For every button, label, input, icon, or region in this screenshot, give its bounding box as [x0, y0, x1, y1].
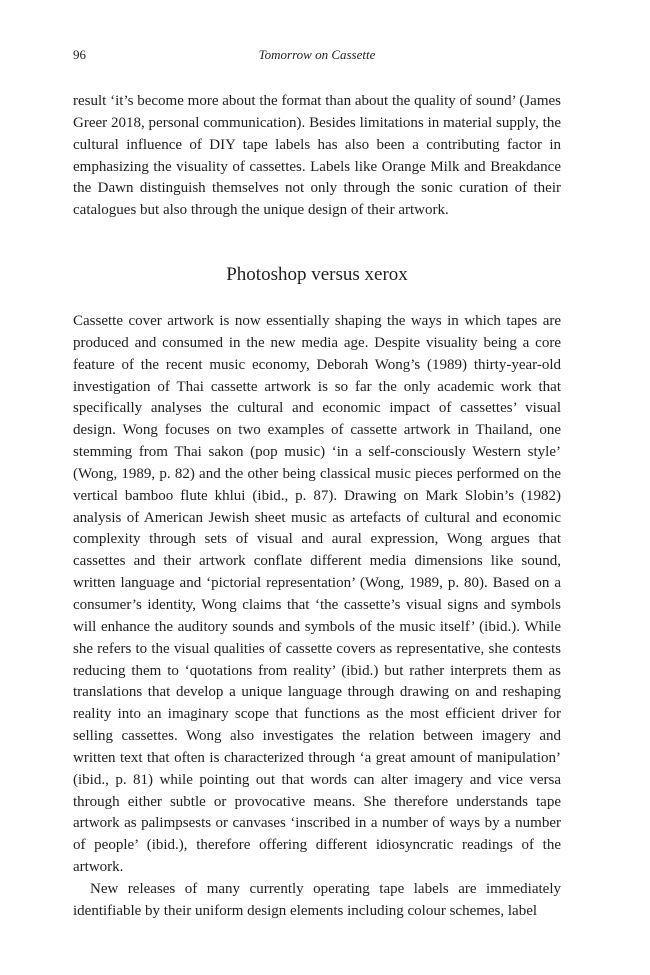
running-head: Tomorrow on Cassette [258, 47, 376, 62]
section-text [73, 311, 561, 923]
body-paragraph: Cassette cover artwork is now essentially shaping the ways in which tapes are produced and consumed in the new media age. Despite visuality being a core feature of the recent music economy, Deborah Wong’s (1989) thirty-year-old investigation of Thai cassette artwork is so far the only academic work that specifically analyses the cultural and economic impact of cassettes’ visual design. Wong focuses on two examples of cassette artwork in Thailand, one stemming from Thai sakon (pop music) ‘in a self-consciously Western style’ (Wong, 1989, p. 82) and the other being classical music pieces performed on the vertical bamboo flute khlui (ibid., p. 87). Drawing on Mark Slobin’s (1982) analysis of American Jewish sheet music as artefacts of cultural and economic complexity through sets of visual and aural expression, Wong argues that cassettes and their artwork conflate different media dimensions like sound, written language and ‘pictorial representation’ (Wong, 1989, p. 80). Based on a consumer’s identity, Wong claims that ‘the cassette’s visual signs and symbols will enhance the auditory sounds and symbols of the music itself’ (ibid.). While she refers to the visual qualities of cassette covers as representative, she contests reducing them to ‘quotations from reality’ (ibid.) but rather interprets them as translations that develop a unique language through drawing on and reshaping reality into an imaginary scope that functions as the most efficient driver for selling cassettes. Wong also investigates the relation between imagery and written text that often is characterized through ‘a great amount of manipulation’ (ibid., p. 81) while pointing out that words can alter imagery and vice versa through either subtle or provocative means. She therefore understands tape artwork as palimpsests or canvases ‘inscribed in a number of ways by a number of people’ (ibid.), therefore offering different idiosyncratic readings of the artwork. [73, 313, 561, 876]
page-number: 96 [73, 47, 86, 62]
body-paragraph: result ‘it’s become more about the format than about the quality of sound’ (James Greer 2018, personal communication). Besides limitations in material supply, the cultural influence of DIY tape labels has also been a contributing factor in emphasizing the visuality of cassettes. Labels like Orange Milk and Breakdance the Dawn distinguish themselves not only through the sonic curation of their catalogues but also through the unique design of their artwork. [73, 93, 561, 219]
section-heading: Photoshop versus xerox [226, 264, 408, 285]
page-header [73, 47, 561, 67]
body-paragraph: New releases of many currently operating tape labels are immediately identifiable by their uniform design elements including colour schemes, label [73, 880, 561, 919]
opening-text [73, 91, 561, 222]
